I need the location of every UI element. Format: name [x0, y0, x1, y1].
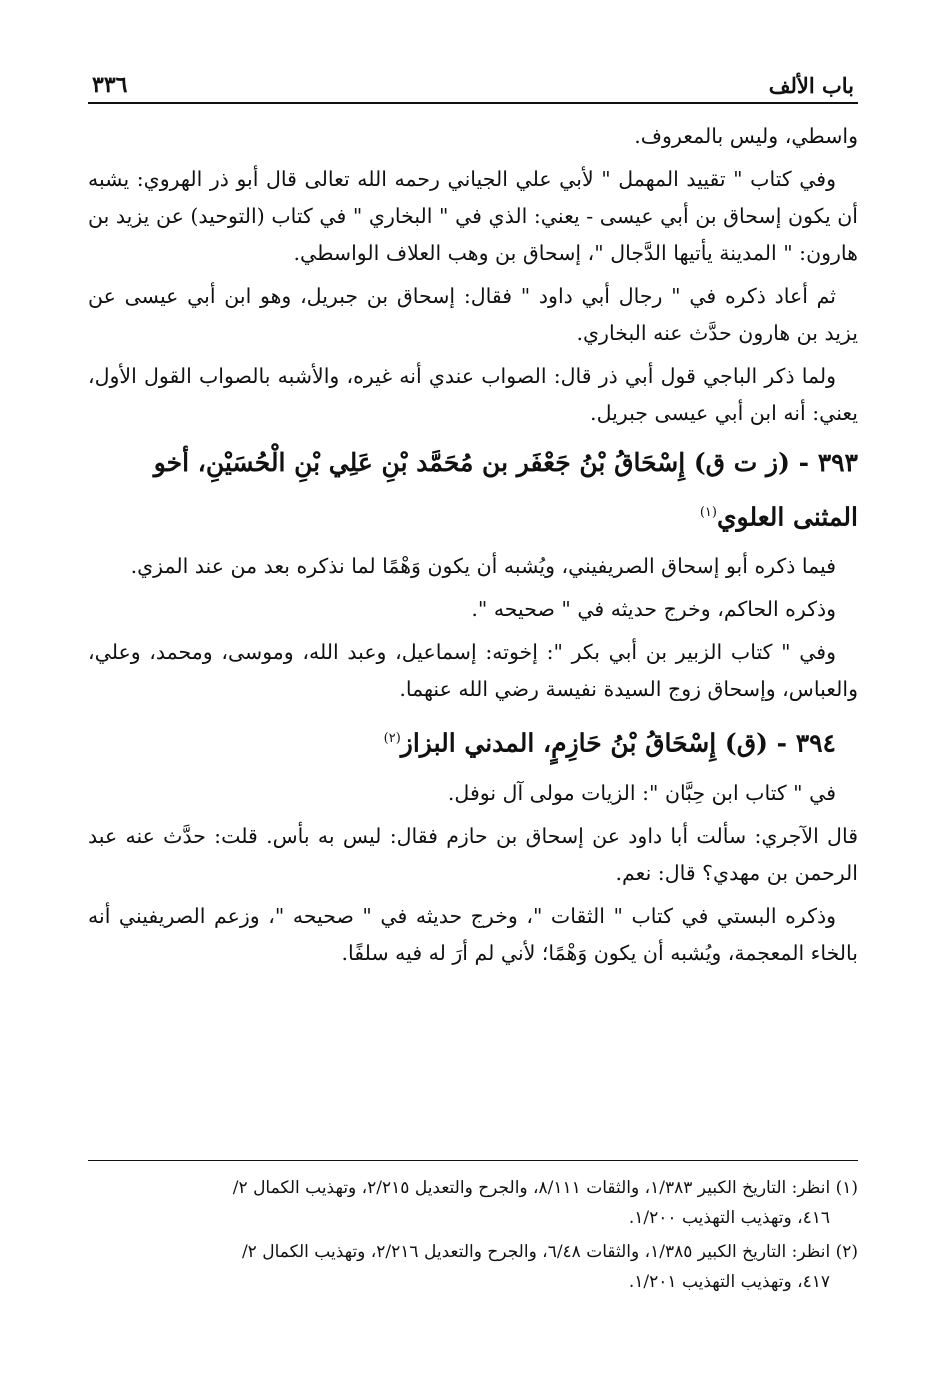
paragraph: وذكره البستي في كتاب " الثقات "، وخرج حديثه في " صحيحه "، وزعم الصريفيني أنه بالخاء المعجمة، ويُشبه أن يكون وَهْمًا؛ لأني لم أرَ له فيه سلفًا. — [88, 903, 858, 965]
paragraph: ثم أعاد ذكره في " رجال أبي داود " فقال: إسحاق بن جبريل، وهو ابن أبي عيسى عن يزيد بن هارون حدَّث عنه البخاري. — [88, 284, 858, 345]
paragraph: وذكره الحاكم، وخرج حديثه في " صحيحه ". — [471, 597, 836, 622]
footnote-ref[interactable]: (٢) — [383, 731, 401, 747]
footnote-text: (١) انظر: التاريخ الكبير ١/٣٨٣، والثقات ٨/١١١، والجرح والتعديل ٢/٢١٥، وتهذيب الكمال ٢/ — [232, 1178, 858, 1198]
footnote-2 — [88, 1237, 858, 1297]
footnote-text: (٢) انظر: التاريخ الكبير ١/٣٨٥، والثقات ٦/٤٨، والجرح والتعديل ٢/٢١٦، وتهذيب الكمال ٢/ — [241, 1242, 858, 1262]
paragraph: واسطي، وليس بالمعروف. — [634, 124, 858, 148]
paragraph: في " كتاب ابن حِبَّان ": الزيات مولى آل نوفل. — [447, 780, 836, 805]
entry-heading-text: ٣٩٣ - (ز ت ق) إِسْحَاقُ بْنُ جَعْفَر بن مُحَمَّد بْنِ عَلِي بْنِ الْحُسَيْنِ، أخو المثنى العلوي — [153, 448, 858, 532]
running-header — [88, 62, 858, 104]
entry-heading-393 — [88, 438, 858, 542]
paragraph: وفي كتاب " تقييد المهمل " لأبي علي الجياني رحمه الله تعالى قال أبو ذر الهروي: يشبه أن يكون إسحاق بن أبي عيسى - يعني: الذي في " البخاري " في كتاب (التوحيد) عن يزيد بن هارون: " المدينة يأتيها الدَّجال "، إسحاق بن وهب العلاف الواسطي. — [88, 167, 858, 265]
paragraph: قال الآجري: سألت أبا داود عن إسحاق بن حازم فقال: ليس به بأس. قلت: حدَّث عنه عبد الرحمن بن مهدي؟ قال: نعم. — [88, 823, 858, 885]
footnotes — [88, 1160, 858, 1301]
paragraph: ولما ذكر الباجي قول أبي ذر قال: الصواب عندي أنه غيره، والأشبه بالصواب القول الأول، يعني: أنه ابن أبي عيسى جبريل. — [88, 364, 858, 425]
paragraph: وفي " كتاب الزبير بن أبي بكر ": إخوته: إسماعيل، وعبد الله، وموسى، ومحمد، وعلي، والعباس، وإسحاق زوج السيدة نفيسة رضي الله عنهما. — [88, 640, 858, 702]
main-text — [88, 118, 858, 972]
chapter-title: باب الألف — [768, 73, 854, 98]
entry-heading-394 — [88, 714, 858, 768]
entry-heading-text: ٣٩٤ - (ق) إِسْحَاقُ بْنُ حَازِمٍ، المدني البزاز — [400, 728, 836, 758]
footnote-ref[interactable]: (١) — [699, 505, 717, 520]
footnote-text-continued: ٤١٧، وتهذيب التهذيب ١/٢٠١. — [628, 1272, 830, 1292]
footnote-text-continued: ٤١٦، وتهذيب التهذيب ١/٢٠٠. — [628, 1208, 830, 1228]
footnote-1 — [88, 1173, 858, 1233]
page-number: ٣٣٦ — [92, 72, 128, 98]
paragraph: فيما ذكره أبو إسحاق الصريفيني، ويُشبه أن يكون وَهْمًا لما نذكره بعد من عند المزي. — [130, 554, 836, 579]
